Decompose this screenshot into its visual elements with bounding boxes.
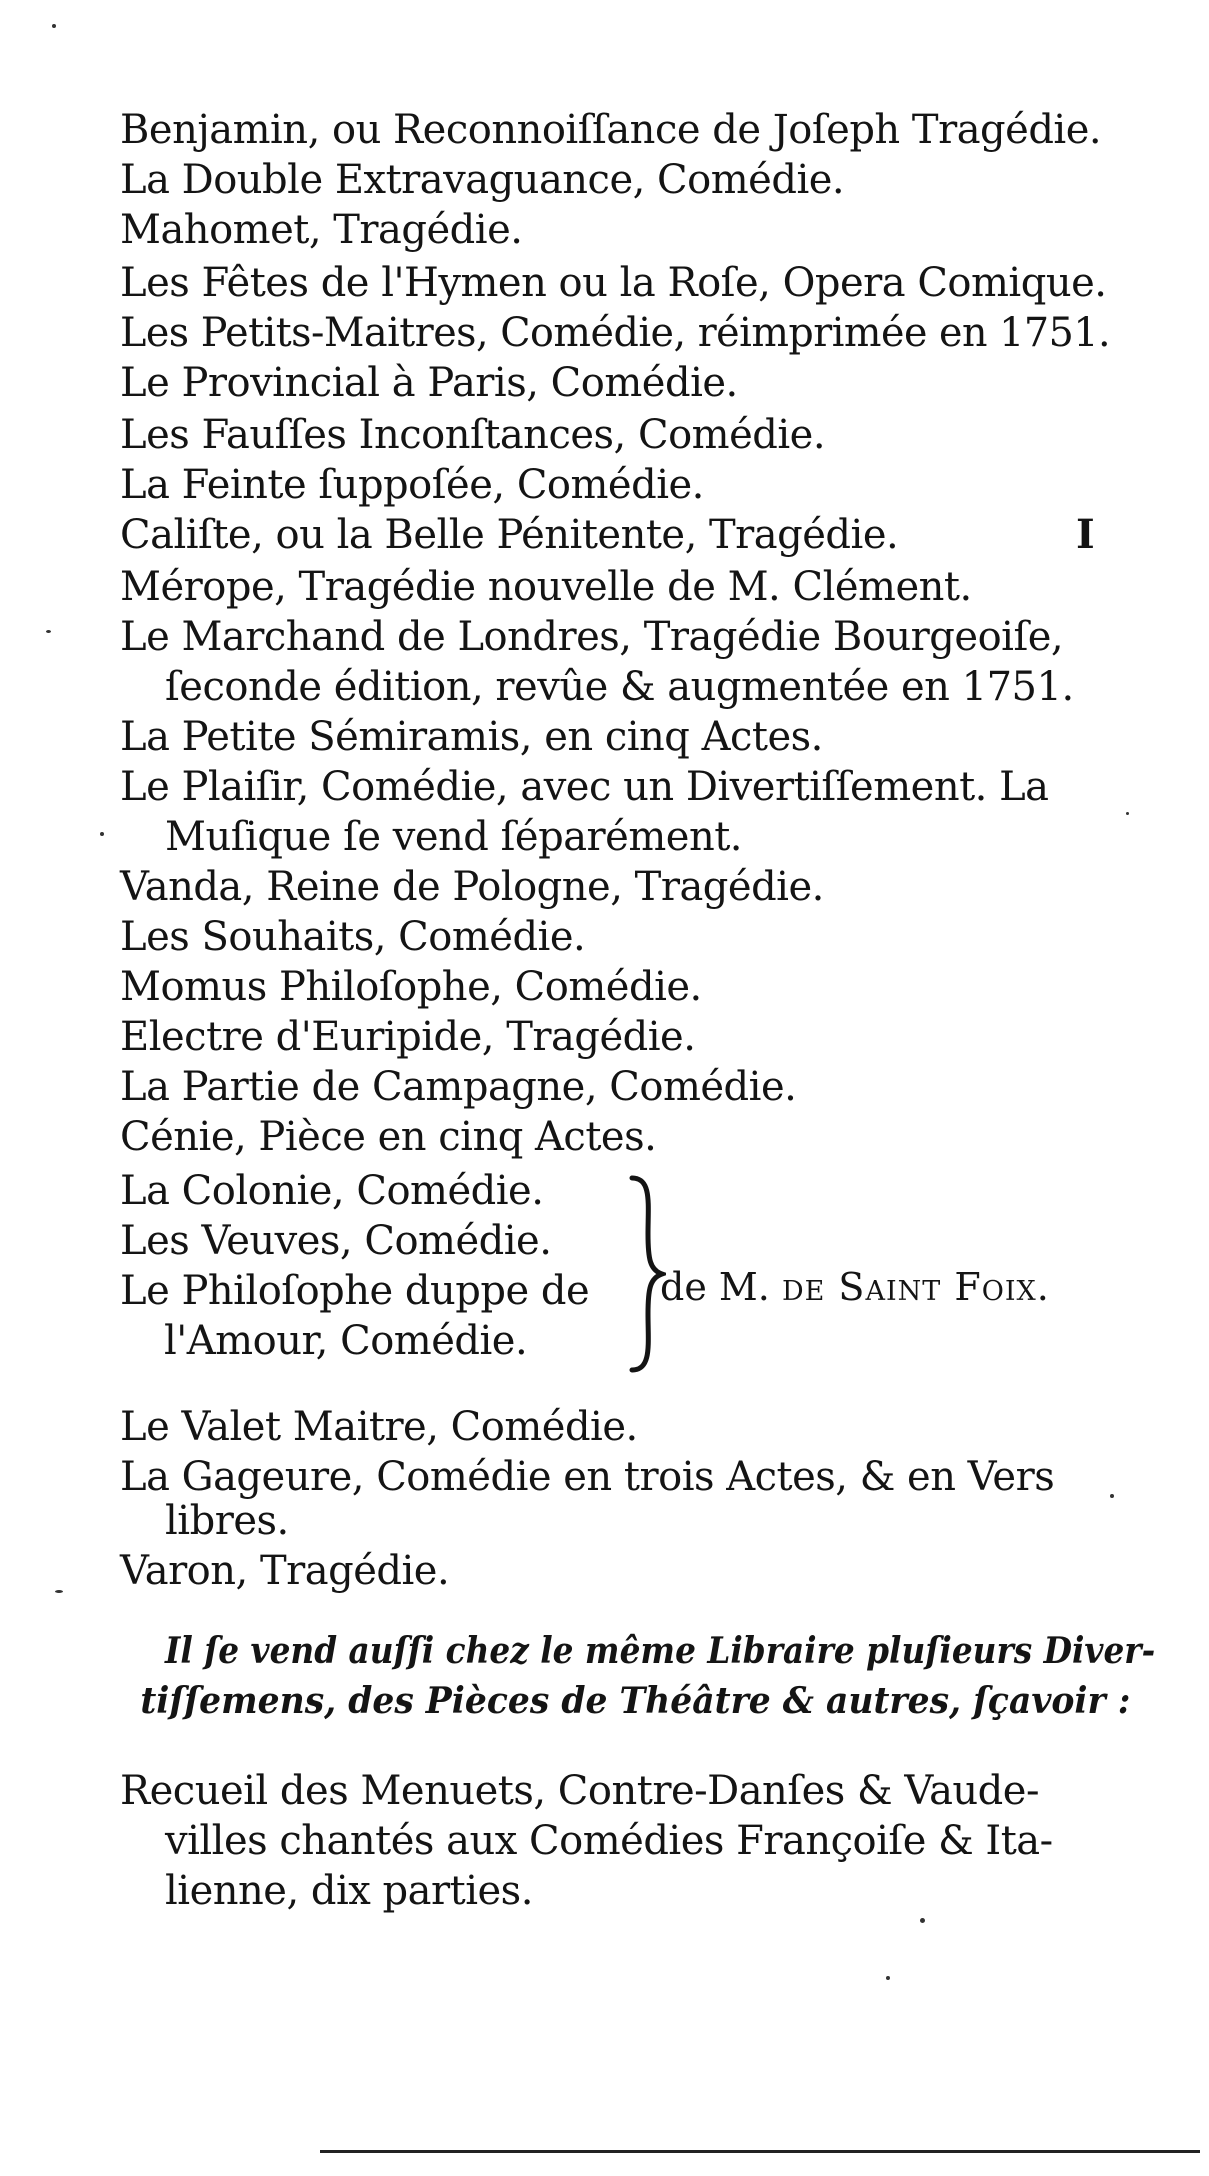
group-entry: Les Veuves, Comédie. [120, 1218, 552, 1264]
catalog-entry: Vanda, Reine de Pologne, Tragédie. [120, 864, 824, 910]
catalog-entry: Benjamin, ou Reconnoiſſance de Joſeph Tragédie. [120, 107, 1102, 153]
recueil-entry-continuation: villes chantés aux Comédies Françoiſe & Ita- [165, 1818, 1053, 1864]
bottom-rule [320, 2150, 1200, 2153]
catalog-entry: Les Souhaits, Comédie. [120, 914, 586, 960]
catalog-entry: Le Plaiſir, Comédie, avec un Divertiſſement. La [120, 764, 1049, 810]
catalog-entry: Electre d'Euripide, Tragédie. [120, 1014, 696, 1060]
catalog-entry: Le Provincial à Paris, Comédie. [120, 360, 738, 406]
saint-foix-group [120, 1166, 1120, 1396]
ink-speck [100, 832, 104, 836]
author-name: de Saint Foix. [781, 1265, 1050, 1309]
ink-speck [1126, 812, 1129, 815]
catalog-entry: Cénie, Pièce en cinq Actes. [120, 1114, 657, 1160]
catalog-entry: Le Valet Maitre, Comédie. [120, 1404, 638, 1450]
bookseller-note-line: tiſſemens, des Pièces de Théâtre & autres, ſçavoir : [140, 1680, 1131, 1722]
catalog-entry: La Feinte ſuppoſée, Comédie. [120, 462, 704, 508]
ink-speck [1110, 1494, 1114, 1498]
catalog-entry: Les Petits-Maitres, Comédie, réimprimée en 1751. [120, 310, 1111, 356]
attribution-prefix: de M. [660, 1265, 770, 1309]
group-entry-continuation: l'Amour, Comédie. [164, 1318, 528, 1364]
catalog-entry: Mahomet, Tragédie. [120, 207, 523, 253]
catalog-entry-continuation: Muſique ſe vend ſéparément. [165, 814, 742, 860]
catalog-entry-continuation: ſeconde édition, revûe & augmentée en 1751. [165, 664, 1074, 710]
recueil-entry-continuation: lienne, dix parties. [165, 1868, 533, 1914]
ink-speck [46, 630, 51, 633]
catalog-entry: Mérope, Tragédie nouvelle de M. Clément. [120, 564, 972, 610]
catalog-entry: Caliſte, ou la Belle Pénitente, Tragédie. [120, 512, 899, 558]
ink-speck [55, 1590, 63, 1593]
catalog-entry: La Gageure, Comédie en trois Actes, & en Vers [120, 1454, 1055, 1500]
catalog-entry: Momus Philoſophe, Comédie. [120, 964, 702, 1010]
catalog-entry: Le Marchand de Londres, Tragédie Bourgeoiſe, [120, 614, 1064, 660]
ink-speck [886, 1976, 890, 1980]
catalog-entry: La Double Extravaguance, Comédie. [120, 157, 845, 203]
catalog-entry: La Petite Sémiramis, en cinq Actes. [120, 714, 823, 760]
ink-speck [920, 1918, 925, 1923]
group-entry: La Colonie, Comédie. [120, 1168, 544, 1214]
catalog-entry-continuation: libres. [165, 1498, 289, 1544]
page-signature-numeral: I [1076, 511, 1095, 558]
catalog-entry: La Partie de Campagne, Comédie. [120, 1064, 797, 1110]
catalog-entry: Varon, Tragédie. [120, 1548, 450, 1594]
ink-speck [52, 24, 56, 28]
group-entry: Le Philoſophe duppe de [120, 1268, 590, 1314]
catalog-entry: Les Fêtes de l'Hymen ou la Roſe, Opera Comique. [120, 260, 1107, 306]
recueil-entry: Recueil des Menuets, Contre-Danſes & Vaude- [120, 1768, 1039, 1814]
author-attribution [660, 1262, 1050, 1312]
bookseller-note-line: Il ſe vend auſſi chez le même Libraire pluſieurs Diver- [165, 1630, 1156, 1672]
catalog-entry: Les Fauſſes Inconſtances, Comédie. [120, 412, 826, 458]
